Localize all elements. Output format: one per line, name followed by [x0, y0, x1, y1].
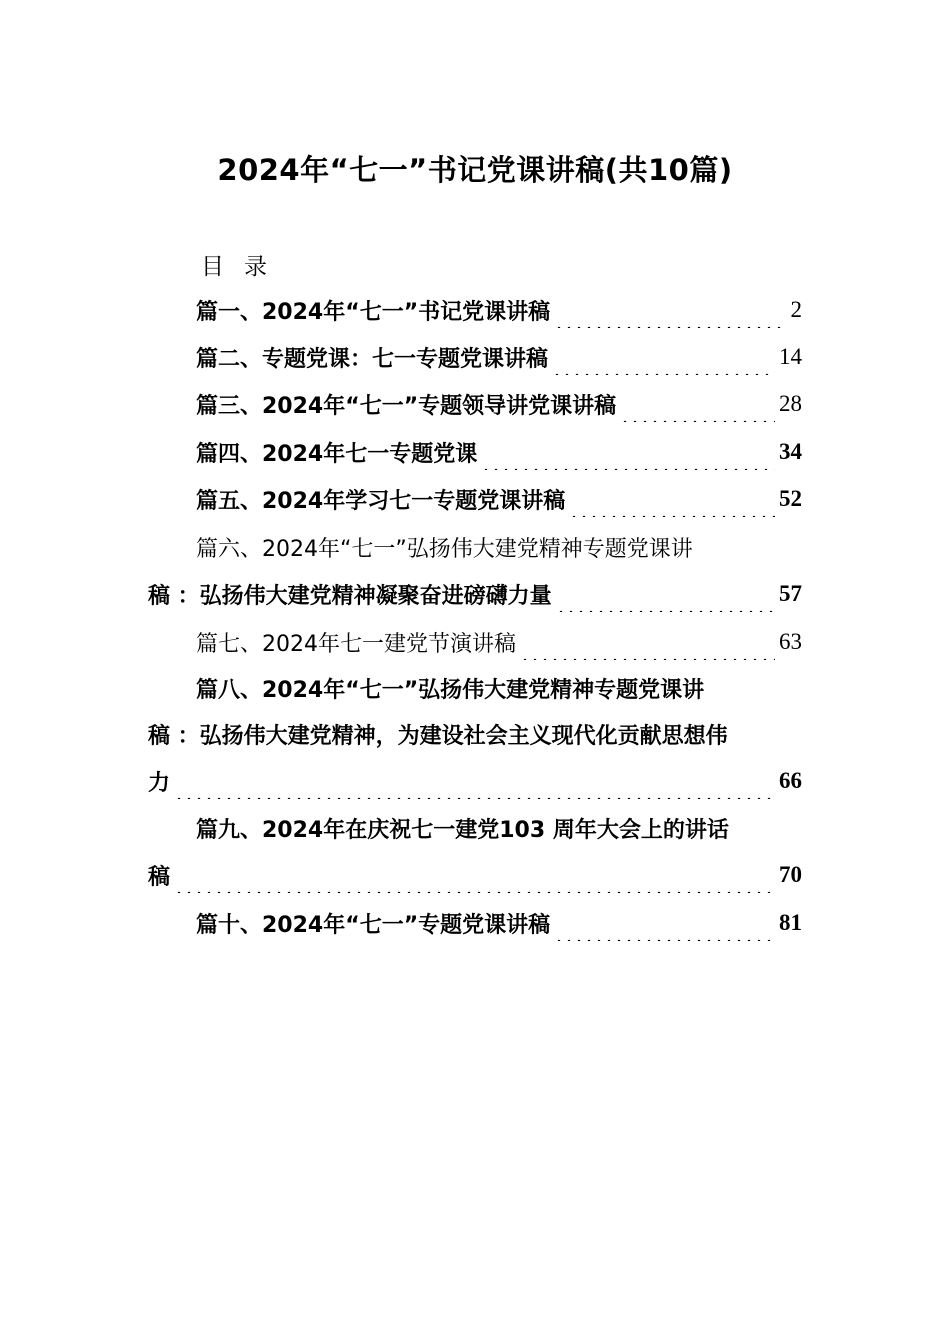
toc-page-number: 70 — [779, 862, 802, 887]
toc-page-number: 28 — [779, 391, 802, 416]
dot-leader — [520, 624, 775, 660]
dot-leader — [552, 339, 775, 375]
toc-entry-title: 篇十、2024年“七一”专题党课讲稿 — [196, 912, 551, 938]
dot-leader — [554, 292, 786, 328]
toc-entry-title: 篇七、2024年七一建党节演讲稿 — [196, 631, 516, 657]
toc-entry-6-line1[interactable] — [196, 529, 802, 565]
dot-leader — [174, 857, 775, 893]
toc-entry-title: 篇八、2024年“七一”弘扬伟大建党精神专题党课讲 — [196, 677, 705, 703]
toc-entry-3[interactable] — [196, 386, 802, 422]
toc-entry-4[interactable] — [196, 434, 802, 470]
toc-page-number: 14 — [779, 344, 802, 369]
toc-page-number: 34 — [779, 439, 802, 464]
toc-entry-title: 篇五、2024年学习七一专题党课讲稿 — [196, 488, 566, 514]
toc-entry-title: 篇九、2024年在庆祝七一建党103 周年大会上的讲话 — [196, 817, 729, 843]
dot-leader — [174, 763, 775, 799]
toc-page-number: 81 — [779, 910, 802, 935]
toc-entry-8-line2[interactable] — [148, 716, 802, 752]
toc-entry-title-continued: 稿 — [148, 864, 171, 890]
toc-entry-9-line1[interactable] — [196, 810, 802, 846]
toc-entry-title: 篇六、2024年“七一”弘扬伟大建党精神专题党课讲 — [196, 536, 693, 562]
toc-entry-1[interactable] — [196, 292, 802, 328]
toc-heading: 目录 — [201, 254, 287, 280]
dot-leader — [569, 481, 775, 517]
toc-page-number: 52 — [779, 486, 802, 511]
toc-page-number: 66 — [779, 768, 802, 793]
toc-entry-10[interactable] — [196, 905, 802, 941]
toc-page-number: 57 — [779, 581, 802, 606]
toc-entry-2[interactable] — [196, 339, 802, 375]
dot-leader — [556, 576, 775, 612]
toc-entry-title: 篇二、专题党课：七一专题党课讲稿 — [196, 346, 549, 372]
toc-entry-9-line2[interactable] — [148, 857, 802, 893]
toc-page-number: 2 — [790, 297, 802, 322]
dot-leader — [481, 434, 775, 470]
document-title: 2024年“七一”书记党课讲稿(共10篇) — [217, 153, 733, 187]
toc-entry-8-line3[interactable] — [148, 763, 802, 799]
toc-entry-title-continued: 稿 ：弘扬伟大建党精神，为建设社会主义现代化贡献思想伟 — [148, 723, 728, 749]
dot-leader — [620, 386, 775, 422]
toc-entry-title: 篇一、2024年“七一”书记党课讲稿 — [196, 299, 551, 325]
toc-entry-8-line1[interactable] — [196, 670, 802, 706]
toc-entry-6-line2[interactable] — [148, 576, 802, 612]
toc-entry-5[interactable] — [196, 481, 802, 517]
dot-leader — [554, 905, 775, 941]
toc-entry-title-continued: 稿 ：弘扬伟大建党精神凝聚奋进磅礴力量 — [148, 583, 552, 609]
toc-entry-title-continued: 力 — [148, 770, 171, 796]
toc-entry-7[interactable] — [196, 624, 802, 660]
toc-entry-title: 篇四、2024年七一专题党课 — [196, 441, 478, 467]
toc-entry-title: 篇三、2024年“七一”专题领导讲党课讲稿 — [196, 393, 617, 419]
toc-page-number: 63 — [779, 629, 802, 654]
